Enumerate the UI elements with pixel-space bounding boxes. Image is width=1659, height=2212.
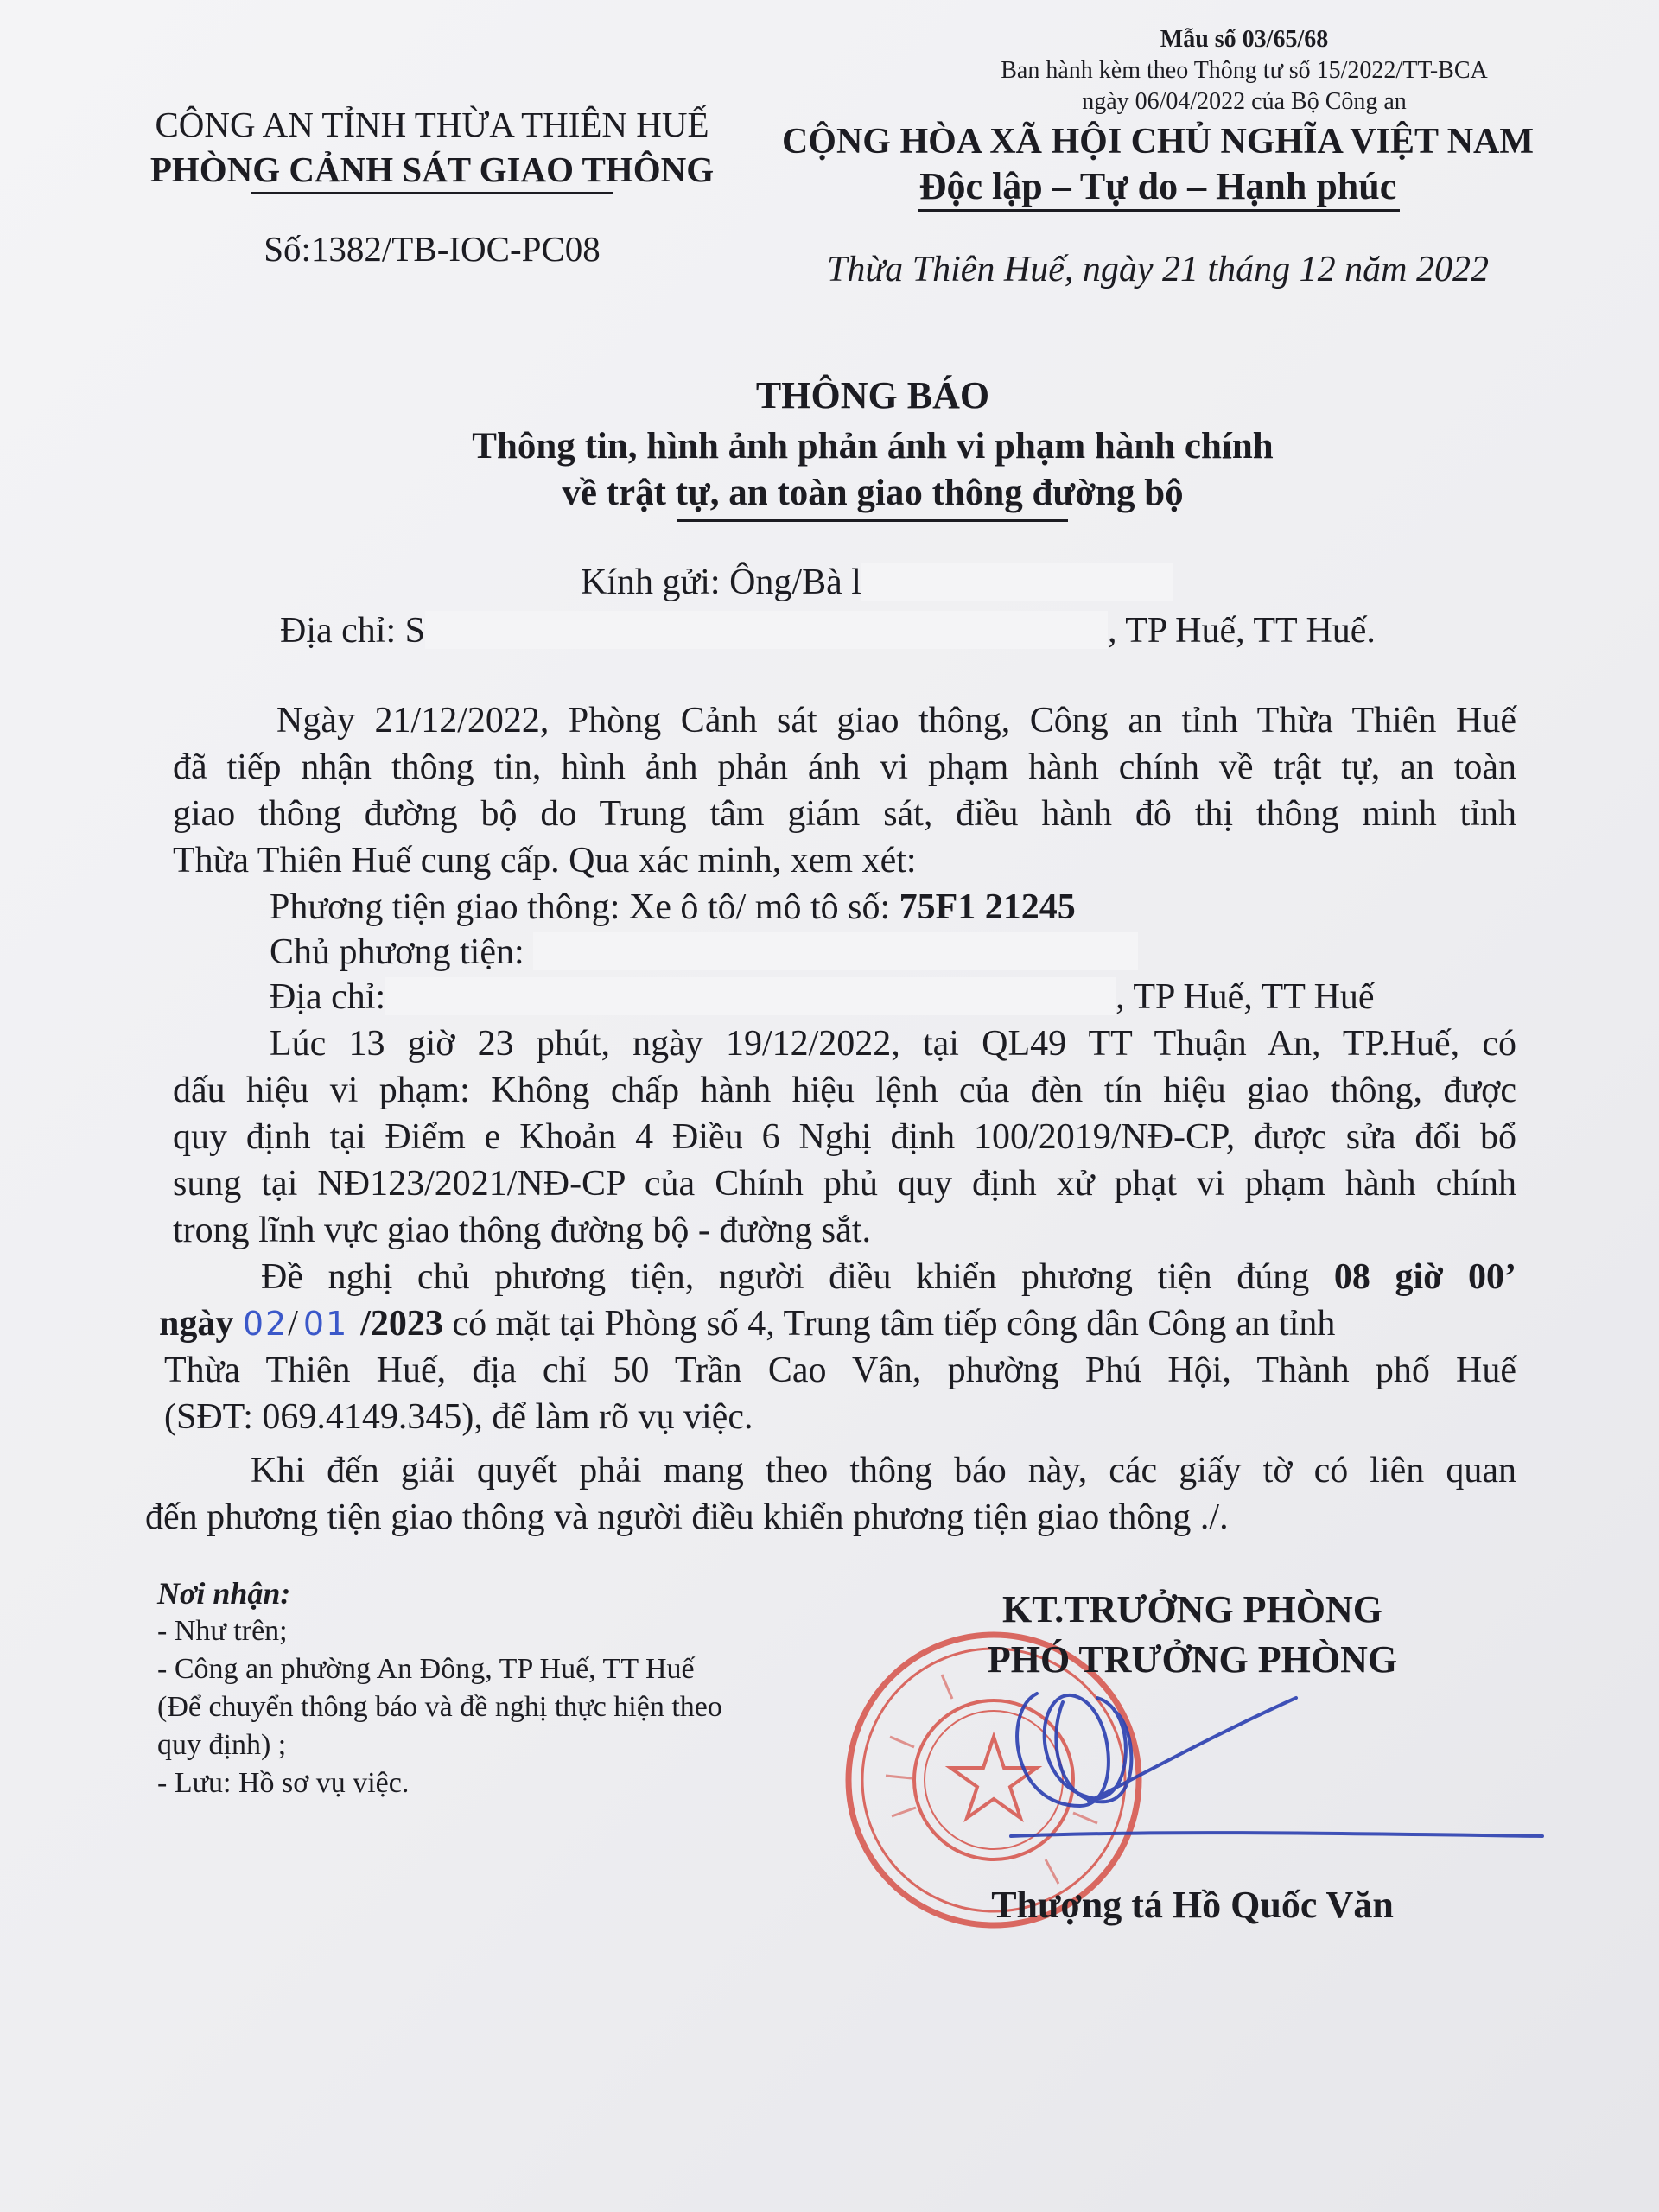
para3-day-label: ngày [159,1304,243,1344]
agency-line2: PHÒNG CẢNH SÁT GIAO THÔNG [149,149,715,189]
owner-label: Chủ phương tiện: [270,932,534,972]
agency-underline [251,192,613,194]
place-date: Thừa Thiên Huế, ngày 21 tháng 12 năm 2022 [826,250,1490,289]
body-para3-line1 [164,1255,1516,1300]
nation-line2: Độc lập – Tự do – Hạnh phúc [918,165,1397,207]
recipient-address-label: Địa chỉ: S [280,611,425,651]
nation-header [760,119,1555,209]
appointment-year: /2023 [360,1304,443,1344]
body-para2-line4: sung tại NĐ123/2021/NĐ-CP của Chính phủ quy định xử phạt vi phạm hành chính [173,1164,1516,1204]
body-para3-line3: Thừa Thiên Huế, địa chỉ 50 Trần Cao Vân, phường Phú Hội, Thành phố Huế [164,1351,1516,1390]
body-para2-line2: dấu hiệu vi phạm: Không chấp hành hiệu lệnh của đèn tín hiệu giao thông, được [173,1071,1516,1110]
appointment-time: 08 giờ 00’ [1333,1257,1516,1297]
body-para4-line1: Khi đến giải quyết phải mang theo thông báo này, các giấy tờ có liên quan [251,1451,1516,1491]
body-para1-line2: đã tiếp nhận thông tin, hình ảnh phản ánh vi phạm hành chính về trật tự, an toàn [173,747,1516,787]
owner-address-label: Địa chỉ: [270,977,386,1017]
handwritten-day: 02 [242,1305,289,1343]
body-para4-line2: đến phương tiện giao thông và người điều khiển phương tiện giao thông ./. [145,1497,1229,1537]
body-para2-line1: Lúc 13 giờ 23 phút, ngày 19/12/2022, tại QL49 TT Thuận An, TP.Huế, có [270,1024,1516,1064]
handwritten-signature [985,1676,1573,1866]
date-separator: / [288,1304,298,1344]
agency-header [104,102,760,192]
receiver-item: (Để chuyển thông báo và đề nghị thực hiện theo [157,1691,722,1723]
recipient-address-suffix: , TP Huế, TT Huế. [1107,611,1376,651]
redacted-owner [533,932,1138,970]
receiver-item: quy định) ; [157,1729,287,1761]
body-para1-line4: Thừa Thiên Huế cung cấp. Qua xác minh, xem xét: [173,841,917,880]
handwritten-month: 01 [302,1305,349,1343]
title-underline [677,519,1068,522]
body-para3-line2 [159,1301,1520,1346]
agency-line1: CÔNG AN TỈNH THỪA THIÊN HUẾ [155,105,709,144]
signature-title [864,1585,1521,1685]
form-issued-line2: ngày 06/04/2022 của Bộ Công an [1082,88,1407,115]
doc-number: Số:1382/TB-IOC-PC08 [264,229,601,269]
signature-line1: KT.TRƯỞNG PHÒNG [1002,1588,1382,1630]
doc-subtitle-1: Thông tin, hình ảnh phản ánh vi phạm hành chính [472,426,1274,467]
receiver-item: - Lưu: Hồ sơ vụ việc. [157,1767,410,1799]
recipient-greeting-text: Kính gửi: Ông/Bà l [581,563,861,602]
owner-address-suffix: , TP Huế, TT Huế [1116,977,1375,1017]
redacted-name [861,563,1173,601]
form-number-block [933,24,1555,118]
redacted-address [425,611,1108,649]
redacted-owner-address [385,977,1116,1015]
nation-line1: CỘNG HÒA XÃ HỘI CHỦ NGHĨA VIỆT NAM [781,122,1535,162]
body-para1-line1: Ngày 21/12/2022, Phòng Cảnh sát giao thông, Công an tỉnh Thừa Thiên Huế [276,701,1516,741]
signer-name: Thượng tá Hồ Quốc Văn [991,1884,1394,1926]
body-para3-line4: (SĐT: 069.4149.345), để làm rõ vụ việc. [164,1397,753,1437]
owner-address-line [270,975,1375,1020]
receiver-item: - Công an phường An Đông, TP Huế, TT Huế [157,1653,695,1685]
para3-text-c: có mặt tại Phòng số 4, Trung tâm tiếp công dân Công an tỉnh [442,1304,1336,1344]
vehicle-label: Phương tiện giao thông: Xe ô tô/ mô tô số: [270,887,899,927]
receiver-item: - Như trên; [157,1615,288,1647]
recipient-greeting [581,560,1173,605]
owner-line [270,930,1138,975]
receivers-title: Nơi nhận: [157,1576,291,1611]
vehicle-plate: 75F1 21245 [899,887,1076,927]
signature-line2: PHÓ TRƯỞNG PHÒNG [987,1638,1398,1681]
nation-underline [918,209,1400,212]
form-issued-line1: Ban hành kèm theo Thông tư số 15/2022/TT-BCA [1001,57,1488,84]
body-para2-line3: quy định tại Điểm e Khoản 4 Điều 6 Nghị định 100/2019/NĐ-CP, được sửa đổi bổ [173,1117,1516,1157]
doc-subtitle-2: về trật tự, an toàn giao thông đường bộ [562,473,1184,513]
receivers-block [157,1574,814,1802]
vehicle-line [270,885,1076,930]
doc-title: THÔNG BÁO [755,374,990,416]
recipient-address [280,608,1376,653]
body-para1-line3: giao thông đường bộ do Trung tâm giám sát, điều hành đô thị thông minh tỉnh [173,794,1516,834]
body-para2-line5: trong lĩnh vực giao thông đường bộ - đường sắt. [173,1211,871,1250]
para3-text-a: Đề nghị chủ phương tiện, người điều khiển phương tiện đúng [261,1257,1334,1297]
form-number: Mẫu số 03/65/68 [1160,26,1329,53]
